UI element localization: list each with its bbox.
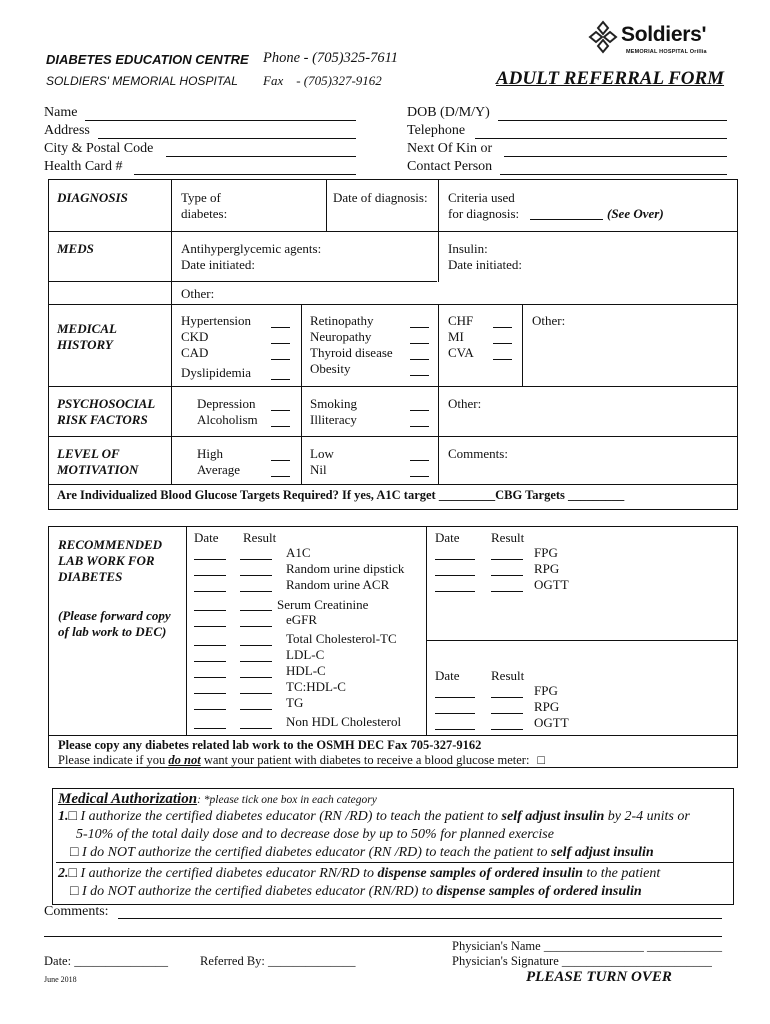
comments-field[interactable] — [118, 918, 722, 919]
medical-history-label-2: HISTORY — [57, 337, 113, 352]
checkbox-line[interactable] — [410, 375, 429, 376]
psychosocial-label-2: RISK FACTORS — [57, 412, 148, 427]
insulin-label: Insulin: — [448, 241, 488, 256]
checkbox-line[interactable] — [271, 343, 290, 344]
risk-item: Illiteracy — [310, 412, 357, 427]
lab-test-name: Non HDL Cholesterol — [286, 714, 402, 729]
history-item: Retinopathy — [310, 313, 374, 328]
authorization-heading: Medical Authorization: *please tick one box in each category — [58, 791, 377, 807]
checkbox-line[interactable] — [410, 460, 429, 461]
glucose-meter-question: Please indicate if you do not want your patient with diabetes to receive a blood glucose meter: □ — [58, 753, 545, 767]
city-field[interactable] — [166, 156, 356, 157]
lab-result-header: Result — [491, 530, 525, 545]
lab-date-field[interactable] — [435, 591, 475, 592]
insulin-date-label: Date initiated: — [448, 257, 523, 272]
history-item: CVA — [448, 345, 474, 360]
criteria-label-2: for diagnosis: — [448, 206, 520, 221]
lab-result-field[interactable] — [240, 610, 272, 611]
lab-work-label-2: LAB WORK FOR — [58, 553, 155, 568]
history-item: Thyroid disease — [310, 345, 393, 360]
checkbox-line[interactable] — [271, 327, 290, 328]
antihyperglycemic-date-label: Date initiated: — [181, 257, 256, 272]
lab-test-name: FPG — [534, 545, 558, 560]
physician-signature-field[interactable]: Physician's Signature ________________________ — [452, 954, 712, 968]
auth-self-adjust-no[interactable]: □ I do NOT authorize the certified diabetes educator (RN /RD) to teach the patient to self adjust insulin — [70, 845, 654, 860]
lab-work-label-3: DIABETES — [58, 569, 123, 584]
lab-result-field[interactable] — [491, 559, 523, 560]
lab-result-field[interactable] — [240, 575, 272, 576]
lab-work-label: RECOMMENDED — [58, 537, 163, 552]
lab-date-header: Date — [435, 530, 460, 545]
lab-result-field[interactable] — [491, 729, 523, 730]
checkbox-line[interactable] — [271, 359, 290, 360]
risk-item: Alcoholism — [197, 412, 258, 427]
telephone-label: Telephone — [407, 123, 466, 138]
checkbox-line[interactable] — [410, 426, 429, 427]
lab-result-field[interactable] — [491, 697, 523, 698]
medical-history-label: MEDICAL — [57, 321, 117, 336]
centre-name: DIABETES EDUCATION CENTRE — [46, 52, 249, 67]
lab-date-field[interactable] — [194, 591, 226, 592]
checkbox-line[interactable] — [271, 426, 290, 427]
next-of-kin-label: Next Of Kin or — [407, 141, 493, 156]
motivation-comments-label: Comments: — [448, 446, 508, 461]
lab-test-name: eGFR — [286, 612, 318, 627]
address-field[interactable] — [98, 138, 356, 139]
lab-test-name: OGTT — [534, 715, 569, 730]
risk-item: Smoking — [310, 396, 357, 411]
lab-test-name: TC:HDL-C — [286, 679, 346, 694]
diabetes-type-label-2: diabetes: — [181, 206, 228, 221]
motivation-item: Low — [310, 446, 334, 461]
auth-self-adjust-yes[interactable]: 1.□ I authorize the certified diabetes educator (RN /RD) to teach the patient to self adjust insulin by 2-4 units or — [58, 809, 690, 824]
lab-test-name: OGTT — [534, 577, 569, 592]
lab-date-field[interactable] — [194, 693, 226, 694]
lab-result-field[interactable] — [491, 591, 523, 592]
lab-date-field[interactable] — [194, 559, 226, 560]
motivation-item: Nil — [310, 462, 327, 477]
lab-test-name: HDL-C — [286, 663, 326, 678]
lab-result-field[interactable] — [240, 661, 272, 662]
city-label: City & Postal Code — [44, 141, 154, 156]
psychosocial-label: PSYCHOSOCIAL — [57, 396, 156, 411]
history-other-label: Other: — [532, 313, 566, 328]
logo-wordmark: Soldiers' — [621, 23, 707, 46]
lab-result-header: Result — [491, 668, 525, 683]
lab-result-field[interactable] — [240, 559, 272, 560]
lab-date-field[interactable] — [435, 575, 475, 576]
hospital-name: SOLDIERS' MEMORIAL HOSPITAL — [46, 74, 238, 88]
criteria-label: Criteria used — [448, 190, 515, 205]
lab-test-name: LDL-C — [286, 647, 325, 662]
checkbox-line[interactable] — [493, 327, 512, 328]
logo-subtitle: MEMORIAL HOSPITAL Orillia — [626, 49, 707, 55]
diagnosis-label: DIAGNOSIS — [57, 190, 128, 205]
motivation-label: LEVEL OF — [57, 446, 120, 461]
comments-field-2[interactable] — [44, 936, 722, 937]
checkbox-line[interactable] — [271, 476, 290, 477]
motivation-item: High — [197, 446, 223, 461]
lab-date-field[interactable] — [194, 661, 226, 662]
turn-over-note: PLEASE TURN OVER — [526, 969, 672, 985]
phone-number: Phone - (705)325-7611 — [263, 50, 399, 66]
lab-date-field[interactable] — [435, 697, 475, 698]
lab-test-name: RPG — [534, 699, 560, 714]
lab-test-name: Serum Creatinine — [277, 597, 369, 612]
lab-date-field[interactable] — [194, 610, 226, 611]
meds-other-label: Other: — [181, 286, 215, 301]
checkbox-line[interactable] — [271, 379, 290, 380]
logo-emblem-icon — [588, 20, 618, 54]
criteria-field[interactable] — [530, 219, 603, 220]
history-item: CHF — [448, 313, 474, 328]
fax-number: Fax - (705)327-9162 — [263, 73, 382, 88]
lab-date-field[interactable] — [194, 709, 226, 710]
lab-forward-note: (Please forward copy — [58, 608, 171, 623]
history-item: Hypertension — [181, 313, 252, 328]
checkbox-line[interactable] — [493, 343, 512, 344]
lab-test-name: RPG — [534, 561, 560, 576]
checkbox-line[interactable] — [410, 327, 429, 328]
checkbox-line[interactable] — [271, 410, 290, 411]
motivation-item: Average — [197, 462, 241, 477]
lab-date-field[interactable] — [194, 677, 226, 678]
lab-forward-note-2: of lab work to DEC) — [58, 624, 167, 639]
auth-dispense-yes[interactable]: 2.□ I authorize the certified diabetes educator RN/RD to dispense samples of ordered insulin to the patient — [58, 866, 661, 881]
lab-test-name: TG — [286, 695, 304, 710]
lab-test-name: Random urine ACR — [286, 577, 390, 592]
lab-test-name: Total Cholesterol-TC — [286, 631, 397, 646]
checkbox-line[interactable] — [271, 460, 290, 461]
lab-result-header: Result — [243, 530, 277, 545]
lab-result-field[interactable] — [491, 575, 523, 576]
lab-test-name: Random urine dipstick — [286, 561, 405, 576]
auth-dispense-no[interactable]: □ I do NOT authorize the certified diabetes educator (RN/RD) to dispense samples of ordered insulin — [70, 884, 642, 899]
diagnosis-date-label: Date of diagnosis: — [333, 190, 428, 205]
contact-field[interactable] — [500, 174, 727, 175]
glucose-targets-question: Are Individualized Blood Glucose Targets Required? If yes, A1C target _________CBG Targets _________ — [57, 488, 625, 502]
contact-label: Contact Person — [407, 159, 493, 174]
comments-label: Comments: — [44, 904, 109, 919]
lab-result-field[interactable] — [240, 591, 272, 592]
see-over-note: (See Over) — [607, 206, 664, 221]
health-card-field[interactable] — [134, 174, 356, 175]
checkbox-line[interactable] — [410, 410, 429, 411]
checkbox-line[interactable] — [410, 359, 429, 360]
history-item: MI — [448, 329, 464, 344]
lab-result-field[interactable] — [240, 693, 272, 694]
telephone-field[interactable] — [475, 138, 727, 139]
history-item: CAD — [181, 345, 209, 360]
history-item: Dyslipidemia — [181, 365, 252, 380]
lab-date-field[interactable] — [435, 713, 475, 714]
lab-date-field[interactable] — [435, 559, 475, 560]
lab-date-header: Date — [194, 530, 219, 545]
diabetes-type-label: Type of — [181, 190, 221, 205]
lab-date-field[interactable] — [194, 728, 226, 729]
form-title: ADULT REFERRAL FORM — [496, 68, 725, 89]
physician-name-field[interactable]: Physician's Name ________________ ____________ — [452, 939, 722, 953]
checkbox-line[interactable] — [410, 476, 429, 477]
lab-date-field[interactable] — [194, 645, 226, 646]
name-label: Name — [44, 105, 78, 120]
checkbox-line[interactable] — [493, 359, 512, 360]
history-item: Obesity — [310, 361, 351, 376]
glucose-meter-checkbox[interactable]: □ — [537, 753, 545, 767]
lab-date-field[interactable] — [194, 626, 226, 627]
address-label: Address — [44, 123, 90, 138]
lab-result-field[interactable] — [240, 677, 272, 678]
lab-result-field[interactable] — [240, 709, 272, 710]
antihyperglycemic-label: Antihyperglycemic agents: — [181, 241, 322, 256]
lab-result-field[interactable] — [491, 713, 523, 714]
dob-field[interactable] — [498, 120, 727, 121]
date-field[interactable]: Date: _______________ — [44, 954, 168, 968]
clinical-info-table — [48, 179, 738, 510]
name-field[interactable] — [85, 120, 356, 121]
hospital-logo — [588, 20, 618, 58]
lab-copy-note: Please copy any diabetes related lab work to the OSMH DEC Fax 705-327-9162 — [58, 738, 482, 752]
risk-item: Depression — [197, 396, 256, 411]
dob-label: DOB (D/M/Y) — [407, 105, 490, 120]
referred-by-field[interactable]: Referred By: ______________ — [200, 954, 356, 968]
auth-self-adjust-detail: 5-10% of the total daily dose and to decrease dose by up to 50% for planned exercise — [76, 827, 554, 842]
form-version: June 2018 — [44, 975, 77, 984]
lab-result-field[interactable] — [240, 645, 272, 646]
checkbox-line[interactable] — [410, 343, 429, 344]
lab-date-field[interactable] — [194, 575, 226, 576]
lab-test-name: A1C — [286, 545, 311, 560]
history-item: Neuropathy — [310, 329, 372, 344]
lab-date-header: Date — [435, 668, 460, 683]
lab-result-field[interactable] — [240, 728, 272, 729]
health-card-label: Health Card # — [44, 159, 123, 174]
motivation-label-2: MOTIVATION — [57, 462, 139, 477]
lab-date-field[interactable] — [435, 729, 475, 730]
lab-result-field[interactable] — [240, 626, 272, 627]
next-of-kin-field[interactable] — [504, 156, 727, 157]
risk-other-label: Other: — [448, 396, 482, 411]
history-item: CKD — [181, 329, 209, 344]
meds-label: MEDS — [57, 241, 94, 256]
lab-test-name: FPG — [534, 683, 558, 698]
